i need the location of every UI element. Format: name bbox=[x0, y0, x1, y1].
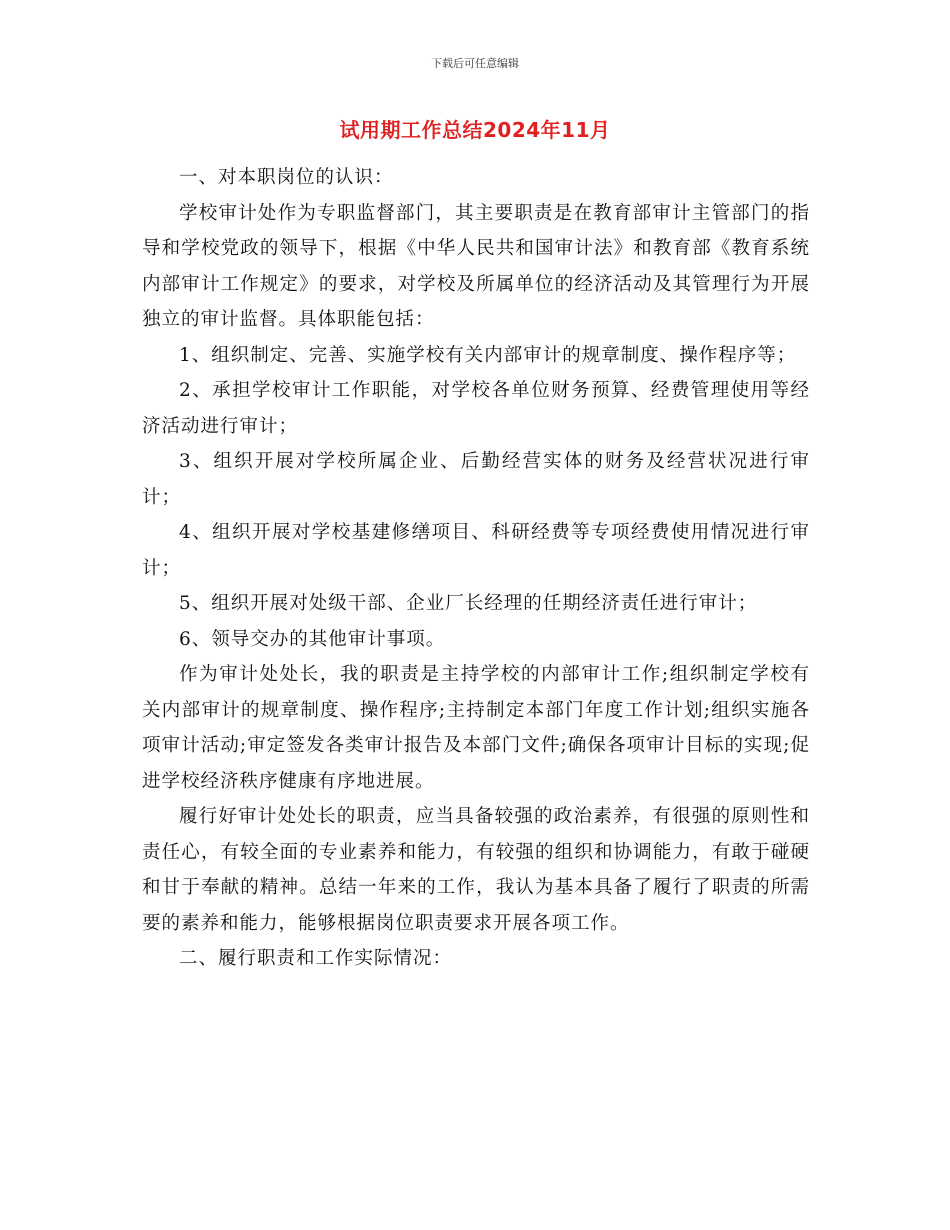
list-item: 2、承担学校审计工作职能，对学校各单位财务预算、经费管理使用等经济活动进行审计； bbox=[142, 380, 810, 437]
paragraph: 作为审计处处长，我的职责是主持学校的内部审计工作;组织制定学校有关内部审计的规章制度、操作程序;主持制定本部门年度工作计划;组织实施各项审计活动;审定签发各类审计报告及本部门文件;确保各项审计目标的实现;促进学校经济秩序健康有序地进展。 bbox=[142, 664, 810, 792]
list-item: 6、领导交办的其他审计事项。 bbox=[179, 628, 446, 650]
section-heading-1: 一、对本职岗位的认识： bbox=[179, 167, 394, 188]
list-item: 3、组织开展对学校所属企业、后勤经营实体的财务及经营状况进行审计； bbox=[142, 451, 810, 508]
section-heading-2: 二、履行职责和工作实际情况： bbox=[179, 948, 453, 969]
document-title: 试用期工作总结2024年11月 bbox=[339, 118, 611, 142]
paragraph: 履行好审计处处长的职责，应当具备较强的政治素养，有很强的原则性和责任心，有较全面的专业素养和能力，有较强的组织和协调能力，有敢于碰硬和甘于奉献的精神。总结一年来的工作，我认为基本具备了履行了职责的所需要的素养和能力，能够根据岗位职责要求开展各项工作。 bbox=[142, 806, 810, 934]
list-item: 5、组织开展对处级干部、企业厂长经理的任期经济责任进行审计； bbox=[179, 593, 758, 614]
paragraph: 学校审计处作为专职监督部门，其主要职责是在教育部审计主管部门的指导和学校党政的领导下，根据《中华人民共和国审计法》和教育部《教育系统内部审计工作规定》的要求，对学校及所属单位的经济活动及其管理行为开展独立的审计监督。具体职能包括： bbox=[142, 202, 810, 330]
document-body bbox=[142, 160, 810, 977]
list-item: 4、组织开展对学校基建修缮项目、科研经费等专项经费使用情况进行审计； bbox=[142, 522, 810, 579]
header-note: 下载后可任意编辑 bbox=[431, 57, 519, 70]
list-item: 1、组织制定、完善、实施学校有关内部审计的规章制度、操作程序等； bbox=[179, 344, 797, 366]
